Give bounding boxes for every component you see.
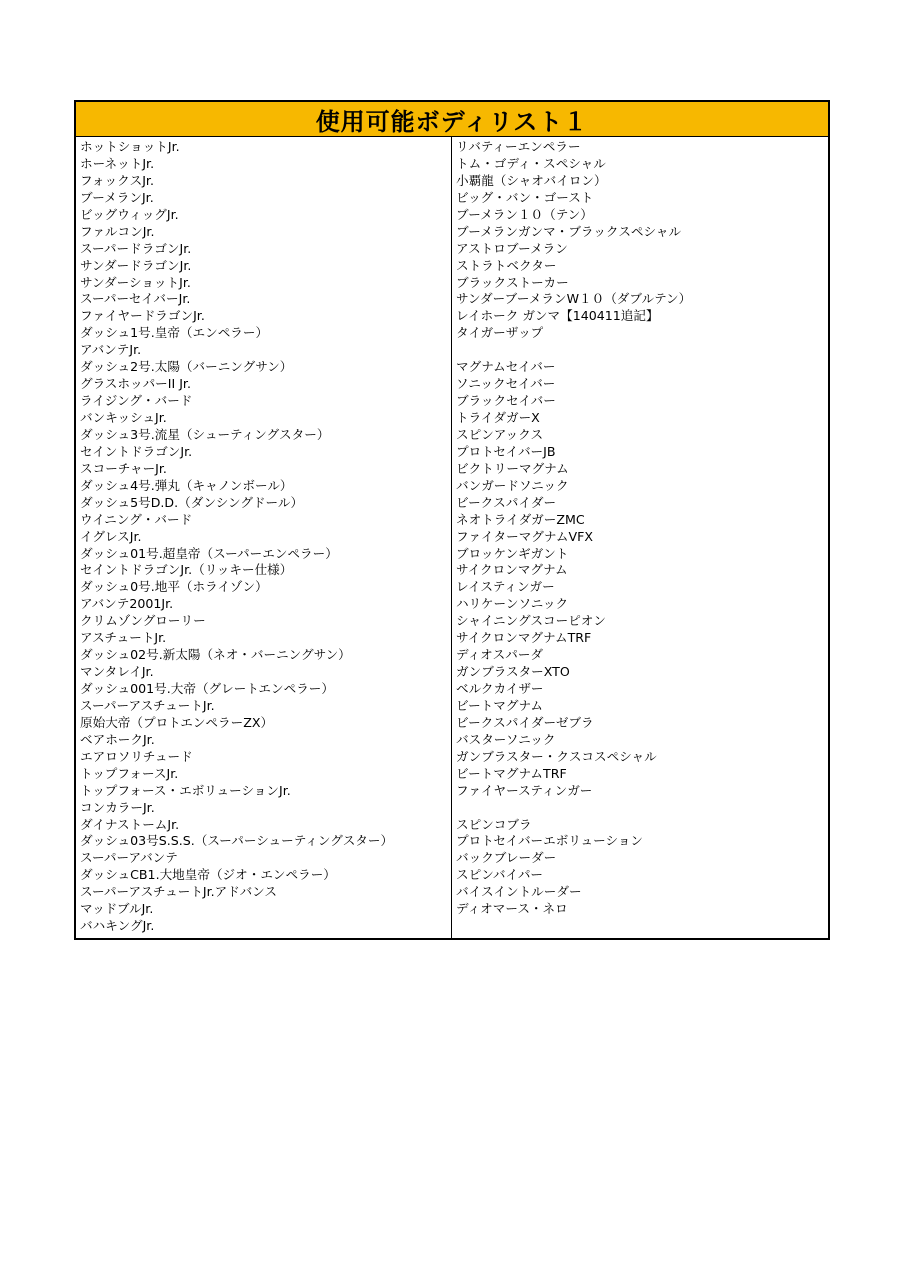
- list-item: ビークスパイダーゼブラ: [456, 714, 594, 730]
- right-column: [452, 137, 828, 938]
- list-item: ホーネットJr.: [80, 155, 155, 171]
- list-item: フォックスJr.: [80, 172, 154, 188]
- list-item: サンダーブーメランW１０（ダブルテン）: [456, 291, 692, 307]
- list-item: タイガーザップ: [456, 325, 544, 341]
- list-item: レイスティンガー: [456, 579, 555, 595]
- body-list-table: [74, 100, 830, 940]
- list-item: ダイナストームJr.: [80, 816, 180, 832]
- list-item: ダッシュ4号.弾丸（キャノンボール）: [80, 477, 293, 493]
- list-item: ビッグウィッグJr.: [80, 206, 179, 222]
- list-item: トム・ゴディ・スペシャル: [456, 155, 606, 171]
- list-item: ウイニング・バード: [80, 511, 193, 527]
- list-item: ディオマース・ネロ: [456, 901, 568, 917]
- list-item: スピンコブラ: [456, 816, 532, 832]
- list-item: ビートマグナム: [456, 697, 544, 713]
- left-column: [76, 137, 452, 938]
- list-item: ガンブラスターXTO: [456, 664, 570, 680]
- list-item: ソニックセイバー: [456, 376, 556, 392]
- list-item: ダッシュ5号D.D.（ダンシングドール）: [80, 494, 304, 510]
- list-item: ファイターマグナムVFX: [456, 528, 593, 544]
- list-item: バンキッシュJr.: [80, 410, 167, 425]
- list-columns: [76, 137, 828, 938]
- list-item: ダッシュ2号.太陽（バーニングサン）: [80, 359, 293, 375]
- list-item: ダッシュ001号.大帝（グレートエンペラー）: [80, 681, 334, 696]
- list-item: スーパーセイバーJr.: [80, 291, 191, 307]
- list-item: ビートマグナムTRF: [456, 765, 567, 781]
- list-item: スーパーアスチュートJr.: [80, 697, 215, 713]
- list-item: ファイヤードラゴンJr.: [80, 308, 205, 324]
- list-item: バンガードソニック: [456, 477, 569, 493]
- list-item: スーパーアバンテ: [80, 850, 178, 866]
- list-item: スピンバイパー: [456, 867, 544, 883]
- list-item: スーパーアスチュートJr.アドバンス: [80, 884, 277, 900]
- list-item: トップフォースJr.: [80, 765, 179, 781]
- list-item: マンタレイJr.: [80, 664, 154, 680]
- list-item: スーパードラゴンJr.: [80, 240, 192, 256]
- list-item: セイントドラゴンJr.（リッキー仕様）: [80, 562, 293, 578]
- list-item: ダッシュ0号.地平（ホライゾン）: [80, 579, 268, 595]
- list-item: プロトセイバーエボリューション: [456, 833, 644, 849]
- left-body-list: [80, 138, 451, 934]
- list-item: エアロソリチュード: [80, 748, 193, 764]
- right-body-list: [456, 138, 828, 917]
- list-item: セイントドラゴンJr.: [80, 443, 193, 459]
- list-item: ファイヤースティンガー: [456, 782, 593, 798]
- page-title: 使用可能ボディリスト１: [76, 102, 828, 137]
- list-item: スコーチャーJr.: [80, 460, 167, 476]
- list-item: ネオトライダガーZMC: [456, 511, 585, 527]
- list-item: ライジング・バード: [80, 393, 193, 409]
- list-item: アスチュートJr.: [80, 630, 167, 646]
- list-item: バハキングJr.: [80, 918, 155, 934]
- list-item: [456, 341, 828, 358]
- list-item: サンダードラゴンJr.: [80, 257, 192, 273]
- list-item: ブーメランガンマ・ブラックスペシャル: [456, 223, 682, 239]
- list-item: サイクロンマグナム: [456, 562, 568, 578]
- list-item: グラスホッパーII Jr.: [80, 376, 191, 392]
- list-item: ストラトベクター: [456, 257, 557, 273]
- list-item: 小覇龍（シャオバイロン）: [456, 172, 607, 188]
- list-item: アバンテ2001Jr.: [80, 596, 174, 612]
- list-item: アストロブーメラン: [456, 240, 568, 256]
- list-item: アバンテJr.: [80, 342, 142, 358]
- list-item: ビクトリーマグナム: [456, 460, 569, 476]
- list-item: マッドブルJr.: [80, 901, 154, 917]
- list-item: バイスイントルーダー: [456, 884, 582, 900]
- list-item: ディオスパーダ: [456, 647, 544, 663]
- list-item: ブーメランJr.: [80, 189, 154, 205]
- list-item: ブラックストーカー: [456, 274, 569, 290]
- list-item: レイホーク ガンマ【140411追記】: [456, 308, 659, 324]
- list-item: サンダーショットJr.: [80, 274, 191, 290]
- list-item: [456, 799, 828, 816]
- list-item: ダッシュ01号.超皇帝（スーパーエンペラー）: [80, 545, 338, 561]
- list-item: バックブレーダー: [456, 850, 557, 866]
- list-item: ベルクカイザー: [456, 681, 544, 696]
- list-item: ファルコンJr.: [80, 223, 155, 239]
- list-item: イグレスJr.: [80, 528, 142, 544]
- list-item: トライダガーX: [456, 410, 540, 425]
- list-item: ビッグ・バン・ゴースト: [456, 189, 594, 205]
- list-item: トップフォース・エボリューションJr.: [80, 782, 291, 798]
- list-item: ダッシュCB1.大地皇帝（ジオ・エンペラー）: [80, 867, 336, 883]
- list-item: シャイニングスコーピオン: [456, 613, 606, 629]
- list-item: ダッシュ03号S.S.S.（スーパーシューティングスター）: [80, 833, 394, 849]
- list-item: 原始大帝（プロトエンペラーZX）: [80, 714, 274, 730]
- list-item: バスターソニック: [456, 731, 556, 747]
- list-item: クリムゾングローリー: [80, 613, 206, 629]
- list-item: スピンアックス: [456, 426, 544, 442]
- list-item: ダッシュ02号.新太陽（ネオ・バーニングサン）: [80, 647, 351, 663]
- list-item: ベアホークJr.: [80, 731, 155, 747]
- list-item: コンカラーJr.: [80, 799, 155, 815]
- list-item: マグナムセイバー: [456, 359, 556, 375]
- list-item: ハリケーンソニック: [456, 596, 569, 612]
- list-item: ガンブラスター・クスコスペシャル: [456, 748, 657, 764]
- list-item: ブロッケンギガント: [456, 545, 569, 561]
- list-item: ブラックセイバー: [456, 393, 556, 409]
- list-item: リバティーエンペラー: [456, 139, 581, 154]
- list-item: ビークスパイダー: [456, 494, 557, 510]
- list-item: ブーメラン１０（テン）: [456, 206, 593, 222]
- list-item: ホットショットJr.: [80, 139, 180, 154]
- list-item: プロトセイバーJB: [456, 443, 556, 459]
- list-item: サイクロンマグナムTRF: [456, 630, 592, 646]
- list-item: ダッシュ1号.皇帝（エンペラー）: [80, 325, 269, 341]
- list-item: ダッシュ3号.流星（シューティングスター）: [80, 426, 330, 442]
